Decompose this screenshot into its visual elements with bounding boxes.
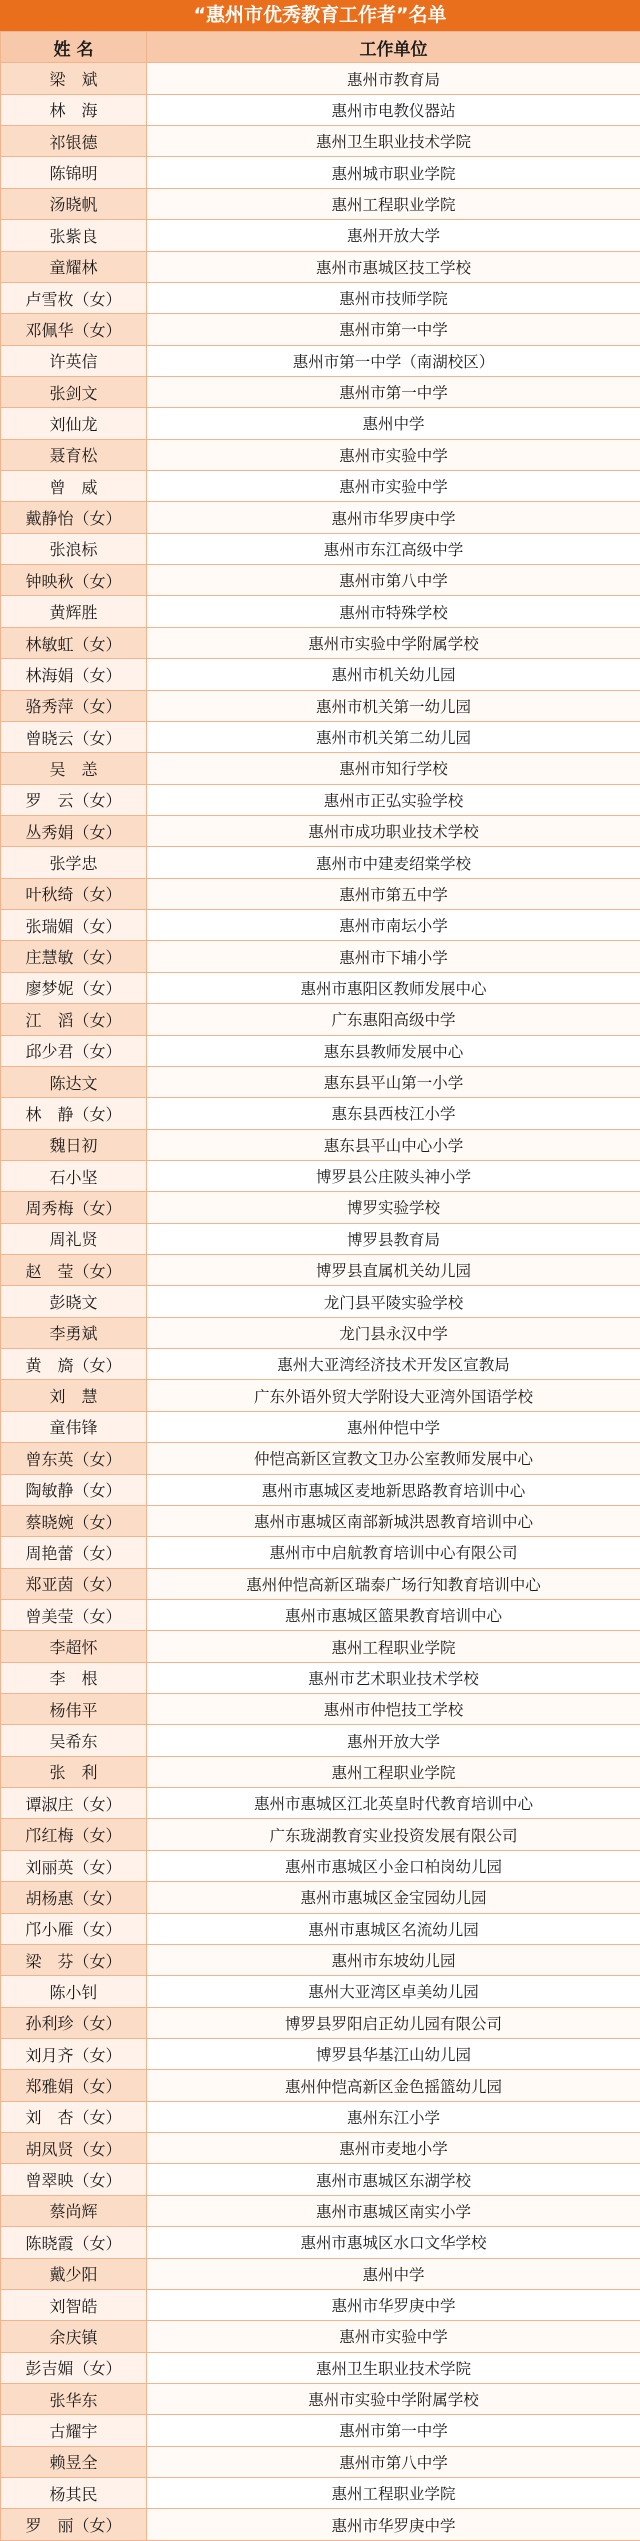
row-person-name: 邝红梅（女） [1, 1819, 147, 1850]
row-person-name: 张学忠 [1, 847, 147, 878]
row-person-name: 曾 威 [1, 471, 147, 502]
table-row [1, 2289, 640, 2320]
document-title: “惠州市优秀教育工作者”名单 [0, 0, 640, 31]
table-row [1, 2007, 640, 2038]
row-person-name: 梁 芬（女） [1, 1944, 147, 1975]
table-row [1, 282, 640, 313]
row-work-unit: 惠州市麦地小学 [147, 2133, 640, 2164]
table-row [1, 784, 640, 815]
table-row [1, 188, 640, 219]
row-work-unit: 广东外语外贸大学附设大亚湾外国语学校 [147, 1380, 640, 1411]
table-row [1, 1255, 640, 1286]
row-person-name: 邝小雁（女） [1, 1913, 147, 1944]
row-person-name: 邓佩华（女） [1, 314, 147, 345]
row-work-unit: 广东惠阳高级中学 [147, 1004, 640, 1035]
row-work-unit: 惠州开放大学 [147, 220, 640, 251]
row-person-name: 余庆镇 [1, 2321, 147, 2352]
row-work-unit: 惠州仲恺中学 [147, 1411, 640, 1442]
row-person-name: 童耀林 [1, 251, 147, 282]
row-person-name: 魏日初 [1, 1129, 147, 1160]
row-person-name: 吴 恙 [1, 753, 147, 784]
table-row [1, 220, 640, 251]
row-work-unit: 惠州市华罗庚中学 [147, 2289, 640, 2320]
row-person-name: 陈晓霞（女） [1, 2227, 147, 2258]
row-person-name: 孙利珍（女） [1, 2007, 147, 2038]
table-row [1, 1349, 640, 1380]
table-row [1, 1568, 640, 1599]
row-person-name: 郑亚茵（女） [1, 1568, 147, 1599]
table-row [1, 2383, 640, 2414]
row-person-name: 罗 丽（女） [1, 2509, 147, 2540]
row-work-unit: 惠州市惠城区名流幼儿园 [147, 1913, 640, 1944]
table-row [1, 502, 640, 533]
row-person-name: 曾晓云（女） [1, 721, 147, 752]
row-work-unit: 惠东县平山中心小学 [147, 1129, 640, 1160]
row-work-unit: 惠州市华罗庚中学 [147, 2509, 640, 2540]
row-work-unit: 惠州中学 [147, 2258, 640, 2289]
row-work-unit: 惠东县平山第一小学 [147, 1066, 640, 1097]
table-row [1, 721, 640, 752]
row-work-unit: 惠州市实验中学 [147, 2321, 640, 2352]
row-person-name: 周礼贤 [1, 1223, 147, 1254]
row-person-name: 张浪标 [1, 533, 147, 564]
row-work-unit: 惠州市第八中学 [147, 565, 640, 596]
row-person-name: 蔡尚辉 [1, 2195, 147, 2226]
row-work-unit: 博罗县公庄陂头神小学 [147, 1160, 640, 1191]
row-work-unit: 惠州市知行学校 [147, 753, 640, 784]
row-work-unit: 惠州东江小学 [147, 2101, 640, 2132]
table-row [1, 1537, 640, 1568]
table-body [1, 63, 640, 2540]
table-row [1, 565, 640, 596]
row-work-unit: 惠州大亚湾区卓美幼儿园 [147, 1976, 640, 2007]
row-person-name: 胡凤贤（女） [1, 2133, 147, 2164]
table-row [1, 63, 640, 94]
table-row [1, 910, 640, 941]
table-row [1, 1035, 640, 1066]
row-work-unit: 惠州市惠城区金宝园幼儿园 [147, 1882, 640, 1913]
row-person-name: 丛秀娟（女） [1, 815, 147, 846]
table-row [1, 878, 640, 909]
row-work-unit: 惠州市惠城区麦地新思路教育培训中心 [147, 1474, 640, 1505]
row-work-unit: 惠州工程职业学院 [147, 188, 640, 219]
table-row [1, 1819, 640, 1850]
row-work-unit: 博罗县教育局 [147, 1223, 640, 1254]
row-person-name: 陶敏静（女） [1, 1474, 147, 1505]
row-person-name: 刘仙龙 [1, 408, 147, 439]
table-row [1, 1850, 640, 1881]
row-work-unit: 惠州市第一中学 [147, 314, 640, 345]
table-row [1, 847, 640, 878]
row-work-unit: 惠州市东江高级中学 [147, 533, 640, 564]
row-work-unit: 惠州市正弘实验学校 [147, 784, 640, 815]
row-person-name: 李勇斌 [1, 1317, 147, 1348]
row-work-unit: 惠州市南坛小学 [147, 910, 640, 941]
row-work-unit: 惠州市华罗庚中学 [147, 502, 640, 533]
row-person-name: 陈达文 [1, 1066, 147, 1097]
table-row [1, 815, 640, 846]
row-work-unit: 惠州工程职业学院 [147, 1631, 640, 1662]
table-row [1, 690, 640, 721]
row-person-name: 庄慧敏（女） [1, 941, 147, 972]
row-person-name: 赵 莹（女） [1, 1255, 147, 1286]
table-row [1, 2415, 640, 2446]
table-row [1, 439, 640, 470]
row-person-name: 蔡晓婉（女） [1, 1505, 147, 1536]
table-row [1, 1411, 640, 1442]
row-work-unit: 惠州市实验中学附属学校 [147, 627, 640, 658]
table-row [1, 1913, 640, 1944]
row-person-name: 曾翠映（女） [1, 2164, 147, 2195]
table-row [1, 1443, 640, 1474]
row-work-unit: 惠州工程职业学院 [147, 1756, 640, 1787]
row-person-name: 林 海 [1, 94, 147, 125]
row-person-name: 杨伟平 [1, 1694, 147, 1725]
row-work-unit: 仲恺高新区宣教文卫办公室教师发展中心 [147, 1443, 640, 1474]
row-person-name: 刘月齐（女） [1, 2039, 147, 2070]
table-row [1, 1882, 640, 1913]
row-person-name: 戴少阳 [1, 2258, 147, 2289]
table-row [1, 2133, 640, 2164]
table-row [1, 2195, 640, 2226]
table-row [1, 2509, 640, 2540]
row-work-unit: 惠州市技师学院 [147, 282, 640, 313]
row-work-unit: 博罗实验学校 [147, 1192, 640, 1223]
row-person-name: 曾美莹（女） [1, 1599, 147, 1630]
row-person-name: 童伟锋 [1, 1411, 147, 1442]
table-row [1, 1317, 640, 1348]
table-row [1, 596, 640, 627]
row-work-unit: 惠东县西枝江小学 [147, 1098, 640, 1129]
row-work-unit: 惠州市第一中学（南湖校区） [147, 345, 640, 376]
row-person-name: 周秀梅（女） [1, 1192, 147, 1223]
table-row [1, 2101, 640, 2132]
table-row [1, 1223, 640, 1254]
table-row [1, 972, 640, 1003]
row-work-unit: 惠州市惠城区东湖学校 [147, 2164, 640, 2195]
table-row [1, 1599, 640, 1630]
table-row [1, 627, 640, 658]
table-row [1, 314, 640, 345]
row-work-unit: 惠州中学 [147, 408, 640, 439]
table-row [1, 1662, 640, 1693]
row-person-name: 张瑞媚（女） [1, 910, 147, 941]
table-row [1, 1788, 640, 1819]
row-person-name: 刘智皓 [1, 2289, 147, 2320]
row-work-unit: 龙门县永汉中学 [147, 1317, 640, 1348]
row-person-name: 陈小钊 [1, 1976, 147, 2007]
row-person-name: 祁银德 [1, 126, 147, 157]
row-person-name: 罗 云（女） [1, 784, 147, 815]
table-row [1, 1098, 640, 1129]
row-person-name: 刘丽英（女） [1, 1850, 147, 1881]
row-work-unit: 惠州市惠城区篮果教育培训中心 [147, 1599, 640, 1630]
table-row [1, 94, 640, 125]
row-work-unit: 惠州大亚湾经济技术开发区宣教局 [147, 1349, 640, 1380]
row-person-name: 林 静（女） [1, 1098, 147, 1129]
row-person-name: 邱少君（女） [1, 1035, 147, 1066]
table-row [1, 1725, 640, 1756]
row-person-name: 周艳蕾（女） [1, 1537, 147, 1568]
row-work-unit: 惠州市惠城区小金口柏岗幼儿园 [147, 1850, 640, 1881]
row-person-name: 李 根 [1, 1662, 147, 1693]
row-work-unit: 龙门县平陵实验学校 [147, 1286, 640, 1317]
table-row [1, 2164, 640, 2195]
table-row [1, 345, 640, 376]
row-work-unit: 惠州市第一中学 [147, 376, 640, 407]
row-work-unit: 惠州卫生职业技术学院 [147, 126, 640, 157]
row-work-unit: 惠州市惠城区南实小学 [147, 2195, 640, 2226]
row-work-unit: 惠州工程职业学院 [147, 2478, 640, 2509]
row-work-unit: 惠州市第一中学 [147, 2415, 640, 2446]
row-person-name: 刘 慧 [1, 1380, 147, 1411]
row-person-name: 林海娟（女） [1, 659, 147, 690]
row-person-name: 刘 杏（女） [1, 2101, 147, 2132]
table-row [1, 1976, 640, 2007]
row-work-unit: 惠州市实验中学 [147, 439, 640, 470]
row-person-name: 赖昱全 [1, 2446, 147, 2477]
row-work-unit: 惠州市惠阳区教师发展中心 [147, 972, 640, 1003]
table-row [1, 1380, 640, 1411]
row-person-name: 李超怀 [1, 1631, 147, 1662]
row-person-name: 张华东 [1, 2383, 147, 2414]
row-person-name: 吴希东 [1, 1725, 147, 1756]
table-row [1, 408, 640, 439]
row-person-name: 彭晓文 [1, 1286, 147, 1317]
row-work-unit: 惠州市惠城区南部新城洪恩教育培训中心 [147, 1505, 640, 1536]
table-row [1, 941, 640, 972]
table-row [1, 251, 640, 282]
row-person-name: 彭吉媚（女） [1, 2352, 147, 2383]
table-header-row [1, 32, 640, 63]
row-work-unit: 惠州市惠城区技工学校 [147, 251, 640, 282]
table-row [1, 1631, 640, 1662]
table-row [1, 2039, 640, 2070]
row-work-unit: 惠州市机关第二幼儿园 [147, 721, 640, 752]
table-row [1, 1505, 640, 1536]
row-work-unit: 博罗县华基江山幼儿园 [147, 2039, 640, 2070]
row-work-unit: 惠州市实验中学 [147, 471, 640, 502]
row-person-name: 戴静怡（女） [1, 502, 147, 533]
row-person-name: 黄 旖（女） [1, 1349, 147, 1380]
row-person-name: 林敏虹（女） [1, 627, 147, 658]
table-row [1, 1192, 640, 1223]
row-work-unit: 惠州市机关幼儿园 [147, 659, 640, 690]
table-row [1, 1474, 640, 1505]
table-row [1, 2478, 640, 2509]
row-work-unit: 广东珑湖教育实业投资发展有限公司 [147, 1819, 640, 1850]
row-work-unit: 惠州市机关第一幼儿园 [147, 690, 640, 721]
table-row [1, 2446, 640, 2477]
column-header-name: 姓 名 [1, 32, 147, 63]
awardee-table [0, 31, 640, 2541]
row-person-name: 汤晓帆 [1, 188, 147, 219]
row-person-name: 黄辉胜 [1, 596, 147, 627]
table-row [1, 1160, 640, 1191]
row-person-name: 杨其民 [1, 2478, 147, 2509]
row-person-name: 骆秀萍（女） [1, 690, 147, 721]
row-work-unit: 惠州开放大学 [147, 1725, 640, 1756]
table-row [1, 2227, 640, 2258]
row-person-name: 钟映秋（女） [1, 565, 147, 596]
row-person-name: 古耀宇 [1, 2415, 147, 2446]
row-person-name: 叶秋绮（女） [1, 878, 147, 909]
row-work-unit: 惠州市仲恺技工学校 [147, 1694, 640, 1725]
row-person-name: 郑雅娟（女） [1, 2070, 147, 2101]
row-work-unit: 惠州市实验中学附属学校 [147, 2383, 640, 2414]
row-work-unit: 惠州市特殊学校 [147, 596, 640, 627]
row-work-unit: 惠州市成功职业技术学校 [147, 815, 640, 846]
column-header-unit: 工作单位 [147, 32, 640, 63]
row-work-unit: 惠州市中启航教育培训中心有限公司 [147, 1537, 640, 1568]
table-row [1, 2070, 640, 2101]
row-person-name: 石小坚 [1, 1160, 147, 1191]
row-work-unit: 惠州仲恺高新区金色摇篮幼儿园 [147, 2070, 640, 2101]
table-row [1, 2321, 640, 2352]
row-person-name: 曾东英（女） [1, 1443, 147, 1474]
row-person-name: 许英信 [1, 345, 147, 376]
table-row [1, 1286, 640, 1317]
row-work-unit: 博罗县直属机关幼儿园 [147, 1255, 640, 1286]
row-person-name: 江 滔（女） [1, 1004, 147, 1035]
row-work-unit: 惠东县教师发展中心 [147, 1035, 640, 1066]
table-row [1, 2258, 640, 2289]
table-row [1, 1129, 640, 1160]
row-person-name: 张剑文 [1, 376, 147, 407]
row-person-name: 张 利 [1, 1756, 147, 1787]
row-person-name: 梁 斌 [1, 63, 147, 94]
row-work-unit: 惠州市艺术职业技术学校 [147, 1662, 640, 1693]
table-row [1, 533, 640, 564]
row-work-unit: 惠州城市职业学院 [147, 157, 640, 188]
row-work-unit: 惠州市中建麦绍棠学校 [147, 847, 640, 878]
row-work-unit: 惠州仲恺高新区瑞泰广场行知教育培训中心 [147, 1568, 640, 1599]
table-row [1, 1004, 640, 1035]
row-person-name: 谭淑庄（女） [1, 1788, 147, 1819]
row-person-name: 胡杨惠（女） [1, 1882, 147, 1913]
table-row [1, 2352, 640, 2383]
table-row [1, 126, 640, 157]
table-row [1, 1694, 640, 1725]
row-work-unit: 惠州市第五中学 [147, 878, 640, 909]
table-row [1, 659, 640, 690]
row-person-name: 陈锦明 [1, 157, 147, 188]
row-work-unit: 惠州市电教仪器站 [147, 94, 640, 125]
table-row [1, 376, 640, 407]
row-work-unit: 惠州市教育局 [147, 63, 640, 94]
row-work-unit: 惠州市惠城区水口文华学校 [147, 2227, 640, 2258]
table-row [1, 753, 640, 784]
table-row [1, 1066, 640, 1097]
row-work-unit: 惠州市惠城区江北英皇时代教育培训中心 [147, 1788, 640, 1819]
table-row [1, 157, 640, 188]
row-work-unit: 惠州市东坡幼儿园 [147, 1944, 640, 1975]
table-row [1, 471, 640, 502]
table-row [1, 1756, 640, 1787]
row-person-name: 卢雪枚（女） [1, 282, 147, 313]
row-work-unit: 惠州市下埔小学 [147, 941, 640, 972]
row-work-unit: 惠州市第八中学 [147, 2446, 640, 2477]
row-person-name: 聂育松 [1, 439, 147, 470]
row-work-unit: 惠州卫生职业技术学院 [147, 2352, 640, 2383]
table-row [1, 1944, 640, 1975]
row-person-name: 廖梦妮（女） [1, 972, 147, 1003]
row-work-unit: 博罗县罗阳启正幼儿园有限公司 [147, 2007, 640, 2038]
row-person-name: 张紫良 [1, 220, 147, 251]
